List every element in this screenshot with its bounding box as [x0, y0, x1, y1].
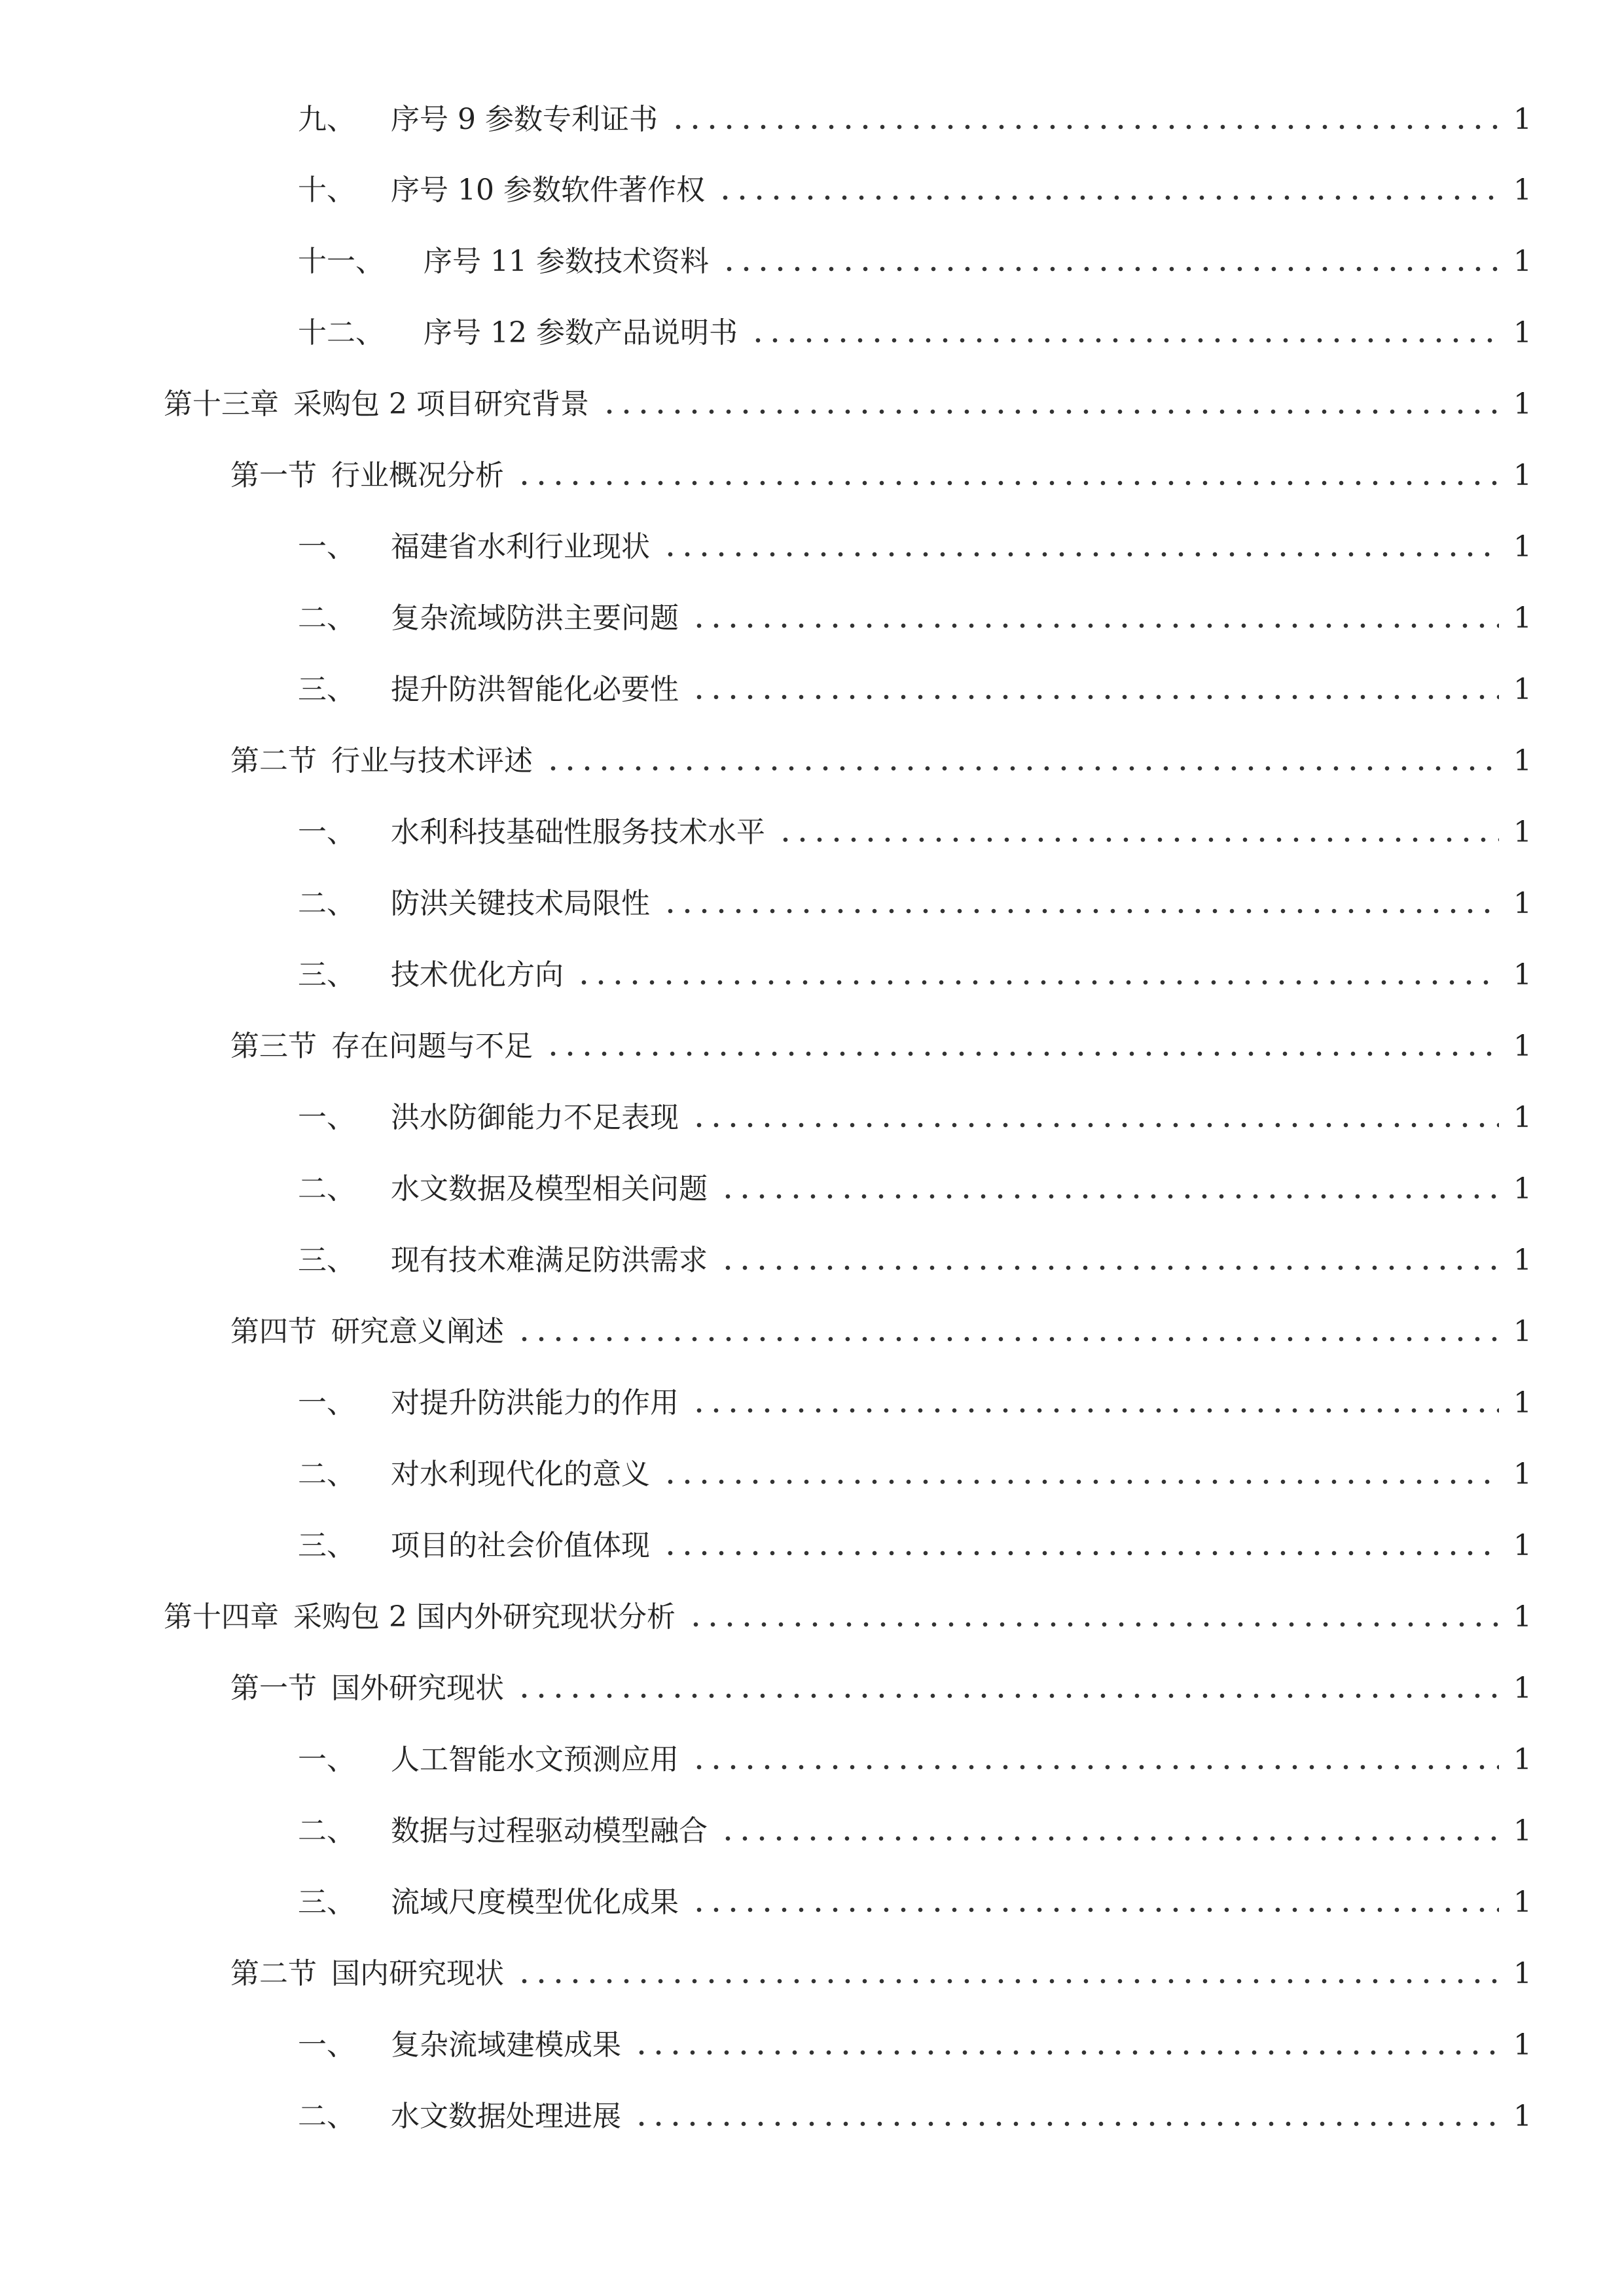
toc-entry[interactable]: [298, 524, 1532, 570]
toc-entry[interactable]: [298, 810, 1532, 855]
toc-entry[interactable]: [298, 1880, 1532, 1926]
toc-entry-number: 一、: [298, 1743, 355, 1776]
toc-entry-title: 对水利现代化的意义: [391, 1458, 650, 1491]
toc-entry-number: 十、: [298, 173, 355, 207]
dot-leader: [719, 1265, 1499, 1270]
toc-entry-title: 序号 10 参数软件著作权: [391, 173, 705, 207]
toc-entry-number: 二、: [298, 2100, 355, 2133]
toc-entry[interactable]: [298, 2022, 1532, 2068]
toc-entry[interactable]: [298, 1808, 1532, 1854]
toc-entry-number: 第四节: [230, 1315, 317, 1348]
toc-entry-page: 1: [1513, 1315, 1532, 1348]
dot-leader: [670, 124, 1499, 130]
toc-entry-page: 1: [1513, 673, 1532, 706]
dot-leader: [516, 1693, 1499, 1698]
toc-entry-title: 采购包 2 项目研究背景: [293, 387, 589, 421]
toc-entry-title: 人工智能水文预测应用: [391, 1743, 679, 1776]
toc-entry-number: 第十三章: [164, 387, 279, 421]
toc-entry-number: 一、: [298, 816, 355, 849]
toc-entry-number: 二、: [298, 1814, 355, 1848]
toc-entry[interactable]: [298, 1523, 1532, 1569]
toc-section[interactable]: [230, 1309, 1532, 1355]
toc-chapter[interactable]: [164, 1594, 1532, 1640]
toc-entry-page: 1: [1513, 887, 1532, 920]
toc-entry-number: 第一节: [230, 459, 317, 492]
toc-entry-number: 一、: [298, 1101, 355, 1134]
dot-leader: [719, 1836, 1499, 1841]
toc-entry-page: 1: [1513, 958, 1532, 992]
toc-entry-title: 序号 9 参数专利证书: [391, 103, 658, 136]
toc-section[interactable]: [230, 738, 1532, 784]
toc-section[interactable]: [230, 1024, 1532, 1069]
toc-entry-number: 二、: [298, 1172, 355, 1206]
dot-leader: [662, 1551, 1499, 1556]
toc-entry-number: 第三节: [230, 1030, 317, 1063]
dot-leader: [721, 266, 1499, 272]
dot-leader: [575, 980, 1499, 985]
toc-entry-title: 提升防洪智能化必要性: [391, 673, 679, 706]
toc-section[interactable]: [230, 1666, 1532, 1712]
dot-leader: [719, 1194, 1499, 1199]
toc-entry-number: 三、: [298, 958, 355, 992]
toc-entry[interactable]: [298, 1452, 1532, 1498]
dot-leader: [777, 837, 1499, 842]
toc-entry[interactable]: [298, 310, 1532, 356]
dot-leader: [545, 1051, 1499, 1056]
toc-entry-title: 序号 11 参数技术资料: [424, 245, 709, 278]
toc-entry-title: 序号 12 参数产品说明书: [424, 316, 738, 350]
toc-entry-title: 行业与技术评述: [331, 744, 533, 778]
toc-entry-page: 1: [1513, 1529, 1532, 1562]
toc-chapter[interactable]: [164, 382, 1532, 427]
dot-leader: [662, 908, 1499, 914]
toc-entry-page: 1: [1513, 1172, 1532, 1206]
toc-entry-page: 1: [1513, 1672, 1532, 1705]
dot-leader: [691, 1907, 1499, 1912]
toc-entry[interactable]: [298, 596, 1532, 641]
toc-entry-page: 1: [1513, 103, 1532, 136]
toc-entry-number: 十二、: [298, 316, 384, 350]
dot-leader: [691, 623, 1499, 628]
toc-entry-page: 1: [1513, 1101, 1532, 1134]
toc-entry-number: 第二节: [230, 1957, 317, 1990]
dot-leader: [545, 766, 1499, 771]
toc-entry[interactable]: [298, 881, 1532, 927]
dot-leader: [516, 480, 1499, 486]
dot-leader: [691, 694, 1499, 700]
toc-entry-number: 三、: [298, 1886, 355, 1919]
toc-entry-title: 福建省水利行业现状: [391, 530, 650, 564]
toc-entry-page: 1: [1513, 816, 1532, 849]
toc-entry[interactable]: [298, 952, 1532, 998]
toc-entry[interactable]: [298, 1095, 1532, 1141]
toc-entry-title: 防洪关键技术局限性: [391, 887, 650, 920]
toc-entry-page: 1: [1513, 2028, 1532, 2062]
toc-entry-title: 水文数据处理进展: [391, 2100, 621, 2133]
toc-entry-page: 1: [1513, 1458, 1532, 1491]
toc-entry-title: 采购包 2 国内外研究现状分析: [293, 1600, 676, 1634]
toc-entry-number: 第十四章: [164, 1600, 279, 1634]
toc-section[interactable]: [230, 453, 1532, 499]
toc-entry-page: 1: [1513, 1244, 1532, 1277]
toc-entry-number: 二、: [298, 601, 355, 635]
toc-entry-number: 二、: [298, 887, 355, 920]
toc-entry-page: 1: [1513, 1600, 1532, 1634]
toc-entry-number: 第一节: [230, 1672, 317, 1705]
dot-leader: [662, 552, 1499, 557]
toc-entry-page: 1: [1513, 744, 1532, 778]
toc-entry-page: 1: [1513, 1957, 1532, 1990]
toc-entry-title: 研究意义阐述: [331, 1315, 504, 1348]
toc-entry-page: 1: [1513, 1743, 1532, 1776]
toc-section[interactable]: [230, 1951, 1532, 1997]
toc-entry-page: 1: [1513, 2100, 1532, 2133]
toc-entry-number: 三、: [298, 1244, 355, 1277]
dot-leader: [516, 1336, 1499, 1342]
toc-entry[interactable]: [298, 2094, 1532, 2140]
toc-entry-page: 1: [1513, 1814, 1532, 1848]
toc-entry[interactable]: [298, 1238, 1532, 1283]
toc-entry-page: 1: [1513, 1886, 1532, 1919]
toc-entry-page: 1: [1513, 173, 1532, 207]
toc-entry-number: 一、: [298, 2028, 355, 2062]
toc-entry-title: 复杂流域防洪主要问题: [391, 601, 679, 635]
toc-entry-number: 三、: [298, 673, 355, 706]
dot-leader: [633, 2121, 1499, 2126]
toc-entry-page: 1: [1513, 245, 1532, 278]
toc-entry-number: 九、: [298, 103, 355, 136]
toc-entry[interactable]: [298, 1380, 1532, 1426]
dot-leader: [601, 409, 1499, 414]
toc-entry[interactable]: [298, 97, 1532, 143]
toc-entry-page: 1: [1513, 530, 1532, 564]
dot-leader: [691, 1122, 1499, 1128]
toc-entry-number: 三、: [298, 1529, 355, 1562]
dot-leader: [691, 1765, 1499, 1770]
toc-entry-title: 复杂流域建模成果: [391, 2028, 621, 2062]
toc-entry-title: 对提升防洪能力的作用: [391, 1386, 679, 1420]
toc-entry-title: 水文数据及模型相关问题: [391, 1172, 708, 1206]
dot-leader: [662, 1479, 1499, 1484]
toc-entry-page: 1: [1513, 601, 1532, 635]
toc-entry-title: 数据与过程驱动模型融合: [391, 1814, 708, 1848]
toc-entry-page: 1: [1513, 1386, 1532, 1420]
toc-entry-number: 第二节: [230, 744, 317, 778]
toc-entry-number: 一、: [298, 530, 355, 564]
toc-entry[interactable]: [298, 1166, 1532, 1212]
toc-entry-title: 洪水防御能力不足表现: [391, 1101, 679, 1134]
toc-entry-title: 行业概况分析: [331, 459, 504, 492]
toc-entry[interactable]: [298, 667, 1532, 713]
toc-entry-page: 1: [1513, 387, 1532, 421]
dot-leader: [516, 1979, 1499, 1984]
toc-entry-title: 水利科技基础性服务技术水平: [391, 816, 765, 849]
toc-entry[interactable]: [298, 168, 1532, 213]
dot-leader: [633, 2050, 1499, 2055]
toc-entry-page: 1: [1513, 1030, 1532, 1063]
toc-entry-title: 存在问题与不足: [331, 1030, 533, 1063]
toc-entry-page: 1: [1513, 316, 1532, 350]
toc-entry-title: 国外研究现状: [331, 1672, 504, 1705]
toc-entry-page: 1: [1513, 459, 1532, 492]
toc-entry-title: 国内研究现状: [331, 1957, 504, 1990]
toc-entry-title: 现有技术难满足防洪需求: [391, 1244, 708, 1277]
toc-entry-number: 二、: [298, 1458, 355, 1491]
dot-leader: [717, 195, 1499, 200]
toc-entry-title: 技术优化方向: [391, 958, 564, 992]
toc-entry-title: 流域尺度模型优化成果: [391, 1886, 679, 1919]
toc-entry-number: 一、: [298, 1386, 355, 1420]
toc-entry[interactable]: [298, 239, 1532, 285]
dot-leader: [687, 1622, 1499, 1627]
toc-entry-number: 十一、: [298, 245, 384, 278]
dot-leader: [749, 338, 1499, 343]
dot-leader: [691, 1408, 1499, 1413]
toc-entry-title: 项目的社会价值体现: [391, 1529, 650, 1562]
toc-entry[interactable]: [298, 1737, 1532, 1783]
